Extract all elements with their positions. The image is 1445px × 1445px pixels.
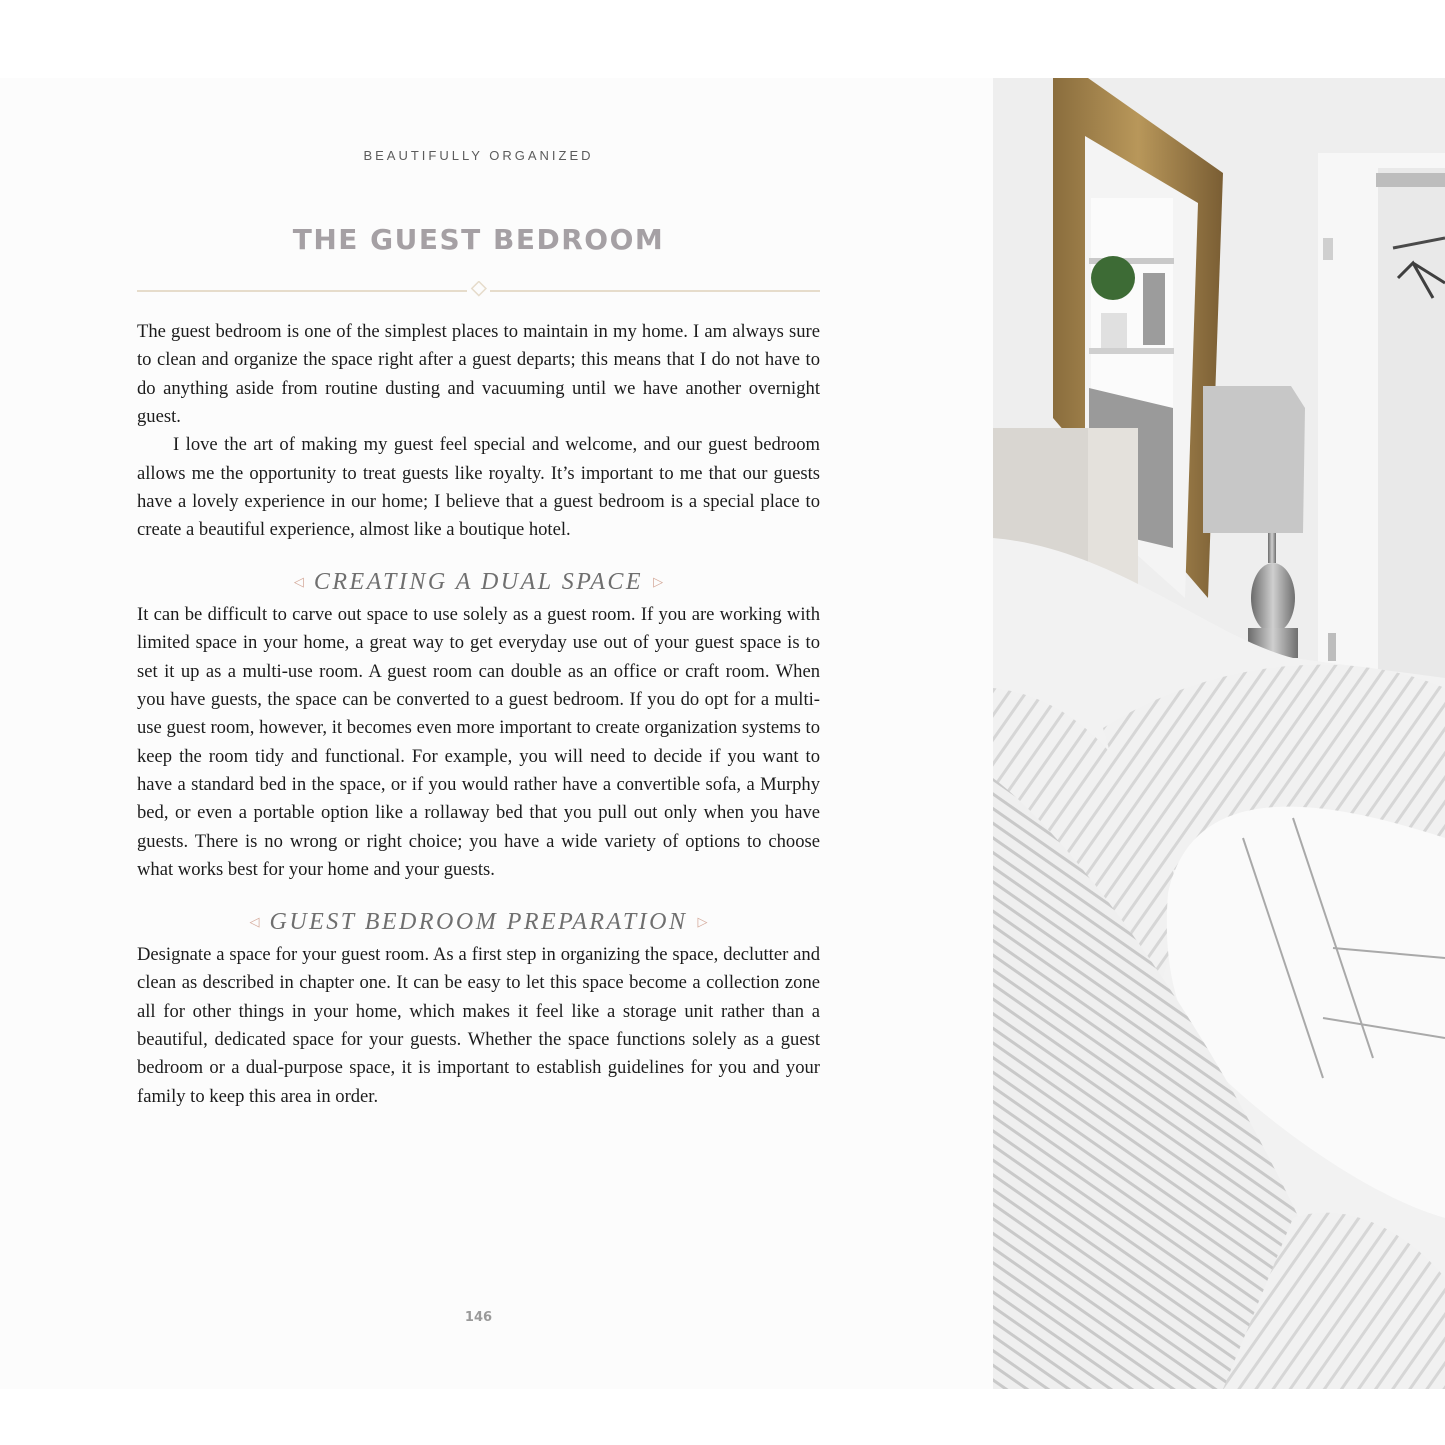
triangle-left-icon: ◁ [249,914,260,929]
triangle-left-icon: ◁ [293,574,304,589]
section-heading-text: GUEST BEDROOM PREPARATION [269,909,688,935]
triangle-right-icon: ▷ [653,574,664,589]
book-page [0,78,993,1389]
section-heading-preparation [0,909,957,936]
page-number: 146 [464,1310,493,1325]
section-body-preparation: Designate a space for your guest room. As a first step in organizing the space, declutter and clean as described in chapter one. It can be easy to let this space become a collection zone all for other things in your home, which makes it feel like a storage unit rather than a beautiful, dedicated space for your guests. Whether the space functions solely as a guest bedroom or a dual-purpose space, it is important to establish guidelines for you and your family to keep this area in order. [137,944,820,1107]
title-divider [137,281,820,301]
section-heading-text: CREATING A DUAL SPACE [313,569,644,595]
intro-paragraph-2: I love the art of making my guest feel special and welcome, and our guest bedroom allows me the opportunity to treat guests like royalty. It’s important to me that our guests have a lovely experience in our home; I believe that a guest bedroom is a special place to create a beautiful experience, almost like a boutique hotel. [137,434,820,541]
intro-paragraph-1: The guest bedroom is one of the simplest places to maintain in my home. I am always sure to clean and organize the space right after a guest departs; this means that I do not have to do anything aside from routine dusting and vacuuming until we have another overnight guest. [137,321,820,428]
guest-bedroom-photo [993,78,1445,1389]
bedroom-illustration [993,78,1445,1389]
triangle-right-icon: ▷ [697,914,708,929]
diamond-ornament-icon [472,281,486,295]
intro-text [137,318,820,545]
section-body-dual-space: It can be difficult to carve out space to use solely as a guest room. If you are working with limited space in your home, a great way to get everyday use out of your guest space is to set it up as a multi-use room. A guest room can double as an office or craft room. When you have guests, the space can be converted to a guest bedroom. If you do opt for a multi-use guest room, however, it becomes even more important to create organization systems to keep the room tidy and functional. For example, you will need to decide if you want to have a standard bed in the space, or if you would rather have a convertible sofa, a Murphy bed, or even a portable option like a rollaway bed that you pull out only when you have guests. There is no wrong or right choice; you have a wide variety of options to choose what works best for your home and your guests. [137,604,820,881]
running-head: BEAUTIFULLY ORGANIZED [363,148,594,163]
section-heading-dual-space [0,569,957,596]
chapter-title: THE GUEST BEDROOM [292,223,665,256]
